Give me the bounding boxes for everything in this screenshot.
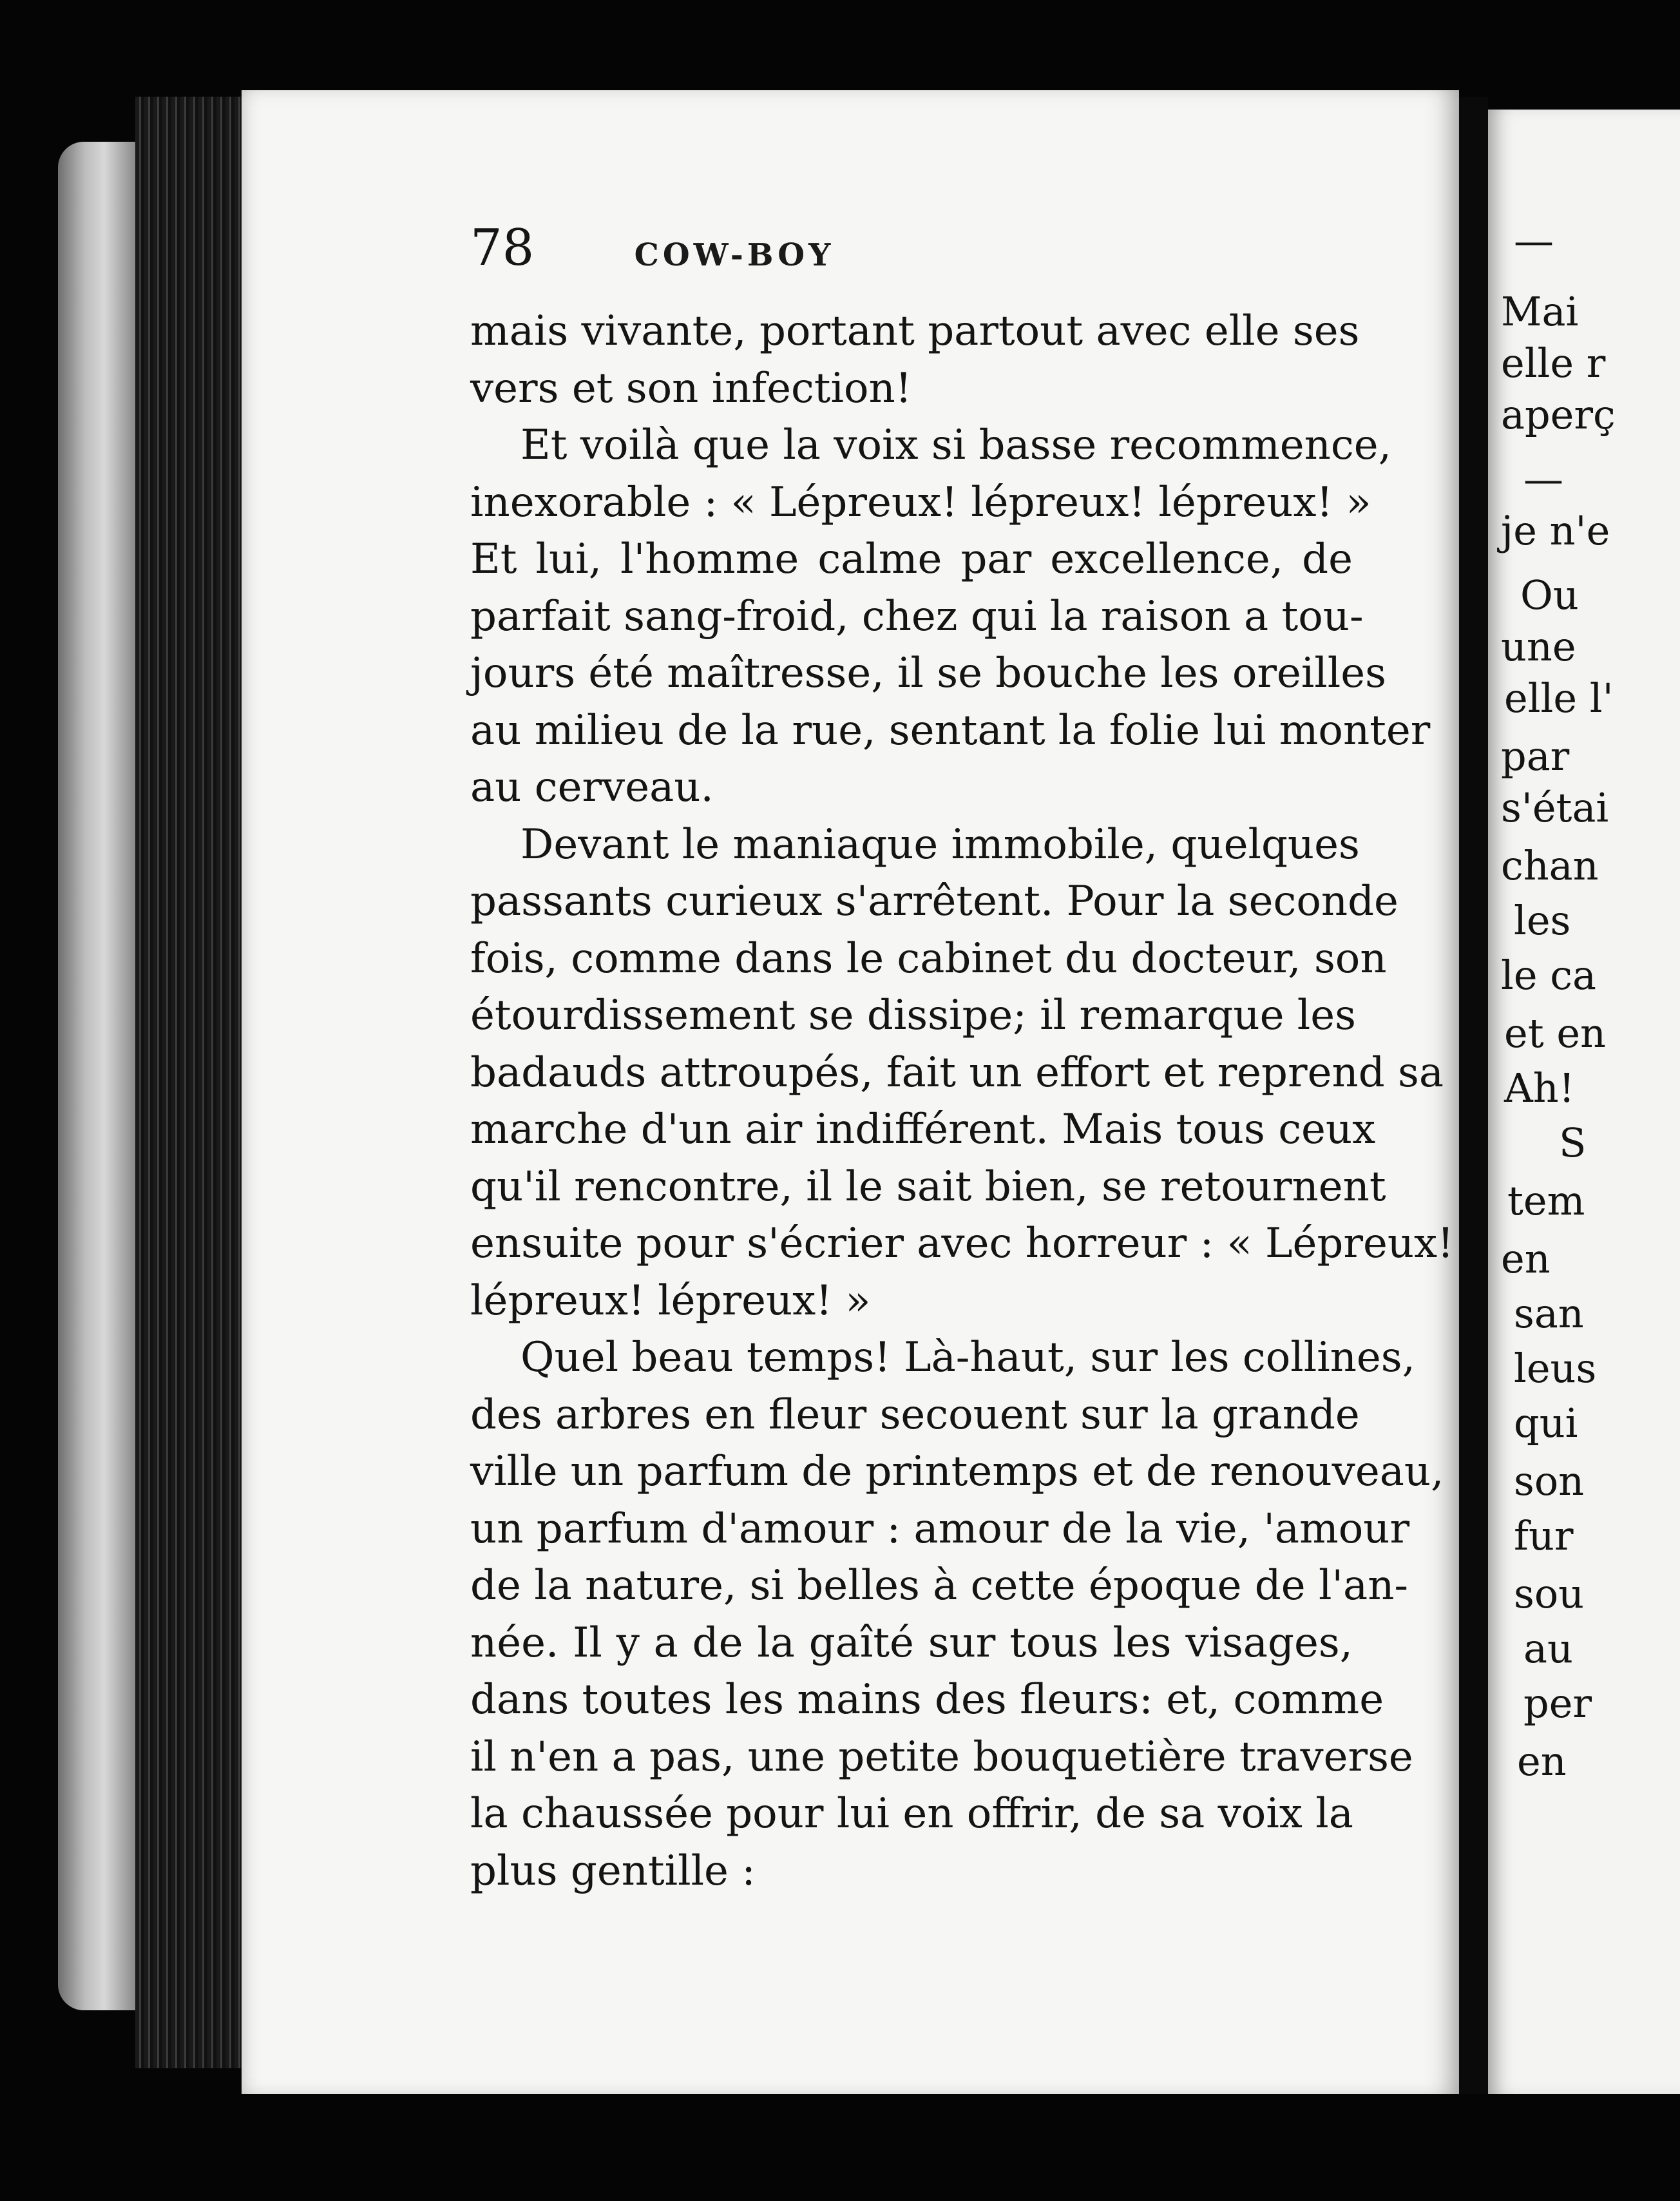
text-line: mais vivante, portant partout avec elle ses — [470, 307, 1360, 355]
right-page-fragment: — — [1523, 456, 1563, 503]
right-page-fragment: le ca — [1501, 952, 1596, 999]
text-line: marche d'un air indifférent. Mais tous ceux — [470, 1106, 1376, 1153]
text-line: Quel beau temps! Là-haut, sur les collines, — [520, 1334, 1415, 1381]
page-header — [470, 219, 998, 290]
text-line: vers et son infection! — [470, 364, 912, 412]
book-edge — [58, 142, 135, 2010]
right-page-fragment: les — [1514, 897, 1571, 944]
text-line: fois, comme dans le cabinet du docteur, son — [470, 934, 1387, 983]
text-line: passants curieux s'arrêtent. Pour la seconde — [470, 878, 1398, 925]
running-title: COW-BOY — [634, 237, 835, 273]
text-line: étourdissement se dissipe; il remarque les — [470, 992, 1356, 1039]
text-line: au cerveau. — [470, 764, 714, 811]
right-page-fragment: elle r — [1501, 340, 1606, 387]
text-line: il n'en a pas, une petite bouquetière traverse — [470, 1733, 1413, 1781]
text-line: badauds attroupés, fait un effort et reprend sa — [470, 1048, 1444, 1097]
text-line: dans toutes les mains des fleurs: et, comme — [470, 1676, 1384, 1724]
right-page-fragment: au — [1523, 1625, 1573, 1672]
right-page-fragment: par — [1501, 733, 1570, 780]
right-page — [1488, 110, 1680, 2094]
right-page-fragment: aperç — [1501, 391, 1616, 438]
page-number: 78 — [470, 219, 535, 277]
right-page-fragment: Mai — [1501, 288, 1579, 335]
text-line: inexorable : « Lépreux! lépreux! lépreux! » — [470, 478, 1371, 526]
text-line: Et voilà que la voix si basse recommence, — [520, 421, 1391, 469]
text-line: Et lui, l'homme calme par excellence, de — [470, 535, 1353, 583]
right-page-fragment: elle l' — [1504, 675, 1614, 722]
text-line: plus gentille : — [470, 1847, 756, 1895]
right-page-fragment: chan — [1501, 842, 1599, 889]
right-page-fragment: je n'e — [1501, 507, 1610, 554]
right-page-fragment: tem — [1507, 1177, 1585, 1224]
text-line: jours été maîtresse, il se bouche les oreilles — [470, 649, 1386, 697]
text-line: ensuite pour s'écrier avec horreur : « Lépreux! — [470, 1220, 1454, 1267]
text-line: de la nature, si belles à cette époque de l'an- — [470, 1562, 1409, 1610]
text-line: qu'il rencontre, il le sait bien, se retournent — [470, 1162, 1386, 1211]
text-line: un parfum d'amour : amour de la vie, 'amour — [470, 1504, 1410, 1553]
page-stack-edge — [135, 97, 245, 2068]
right-page-fragment: per — [1523, 1680, 1592, 1727]
right-page-fragment: san — [1514, 1290, 1584, 1337]
right-page-fragment: Ou — [1520, 572, 1579, 619]
right-page-fragment: en — [1517, 1738, 1567, 1785]
text-line: la chaussée pour lui en offrir, de sa voix la — [470, 1790, 1353, 1838]
right-page-fragment: s'étai — [1501, 784, 1609, 831]
right-page-fragment: — — [1514, 217, 1554, 264]
text-line: des arbres en fleur secouent sur la grande — [470, 1390, 1360, 1439]
right-page-fragment: sou — [1514, 1570, 1585, 1617]
right-page-fragment: qui — [1514, 1399, 1578, 1447]
right-page-fragment: leus — [1514, 1345, 1597, 1392]
right-page-fragment: son — [1514, 1457, 1585, 1504]
body-text — [470, 303, 1454, 1899]
text-line: Devant le maniaque immobile, quelques — [520, 820, 1360, 869]
right-page-fragment: fur — [1514, 1512, 1574, 1559]
text-line: ville un parfum de printemps et de renouveau, — [470, 1448, 1444, 1495]
text-line: parfait sang-froid, chez qui la raison a tou- — [470, 592, 1364, 640]
text-line: née. Il y a de la gaîté sur tous les visages, — [470, 1619, 1353, 1667]
text-line: lépreux! lépreux! » — [470, 1276, 871, 1325]
right-page-fragment: en — [1501, 1235, 1551, 1282]
text-line: au milieu de la rue, sentant la folie lui monter — [470, 706, 1431, 754]
right-page-fragment: une — [1501, 623, 1576, 670]
right-page-fragment: S — [1559, 1119, 1587, 1166]
book-gutter — [1459, 97, 1488, 2094]
right-page-fragment: et en — [1504, 1010, 1606, 1057]
right-page-fragment: Ah! — [1504, 1064, 1575, 1111]
